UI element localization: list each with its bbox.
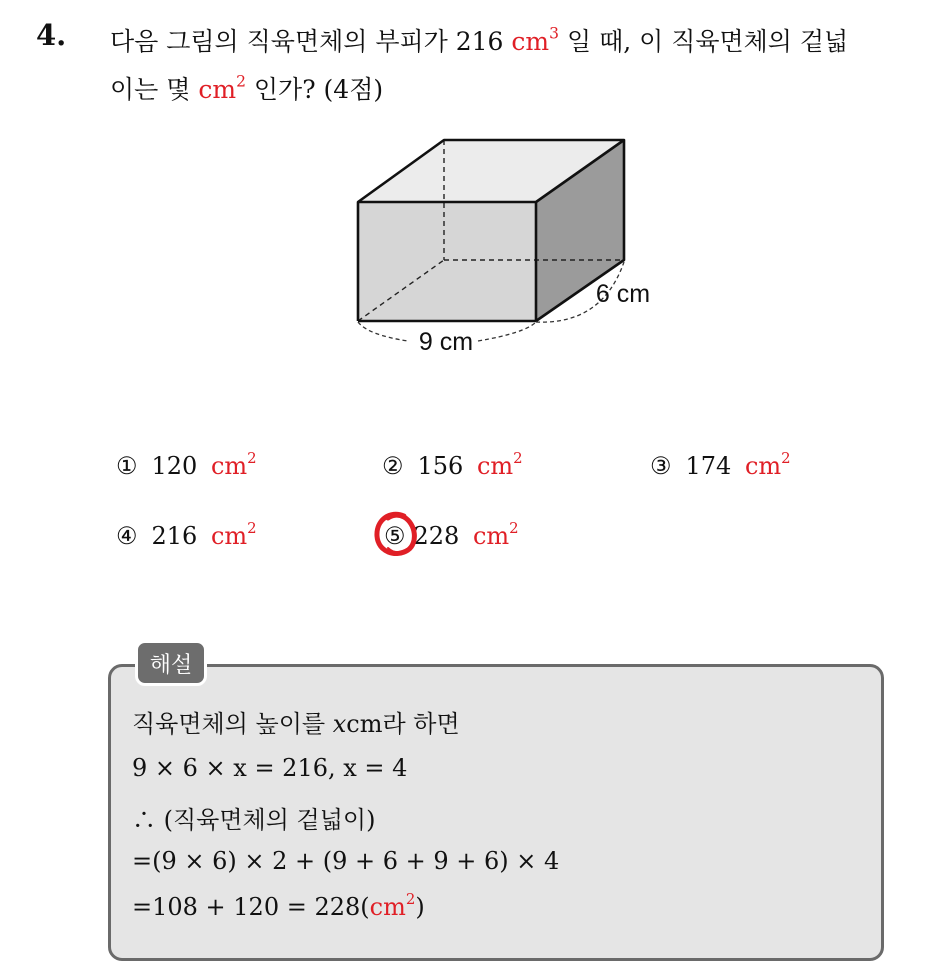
unit-area: $cm^2$: [369, 889, 416, 921]
solution-line-4: =(9 × 6) × 2 + (9 + 6 + 9 + 6) × 4: [132, 847, 560, 875]
question-text: 이는 몇: [110, 75, 191, 104]
choice-value: 228: [413, 522, 460, 550]
choice-2[interactable]: [382, 448, 523, 480]
choice-3[interactable]: [650, 448, 791, 480]
choice-4[interactable]: [116, 518, 257, 550]
choice-value: 156: [417, 452, 464, 480]
question-text-rest: 일 때, 이 직육면체의 겉넓: [566, 27, 849, 56]
choice-number: ①: [116, 452, 138, 480]
depth-label: 6 cm: [595, 280, 651, 308]
width-label: 9 cm: [418, 328, 474, 356]
unit-volume: $cm^3$: [511, 24, 560, 56]
choice-number: ④: [116, 522, 138, 550]
cuboid-front-face: [358, 202, 536, 321]
choice-number: ⑤: [384, 522, 406, 550]
unit-area: $cm^2$: [198, 72, 246, 104]
solution-line-3: ∴ (직육면체의 겉넓이): [132, 806, 376, 834]
choice-number: ③: [650, 452, 672, 480]
choice-unit: $cm^2$: [472, 518, 519, 550]
solution-tab: 해설: [135, 640, 207, 686]
question-text-rest: 인가? (4점): [253, 75, 384, 104]
choice-unit: $cm^2$: [476, 448, 523, 480]
answer-circle-mark: [370, 508, 422, 562]
choice-number: ②: [382, 452, 404, 480]
solution-line-1: 직육면체의 높이를 xcm라 하면: [132, 710, 460, 738]
cuboid-figure: [340, 125, 680, 365]
choice-unit: $cm^2$: [210, 518, 257, 550]
choice-1[interactable]: [116, 448, 257, 480]
choice-value: 216: [151, 522, 198, 550]
question-number: 4.: [36, 18, 67, 52]
choice-value: 120: [151, 452, 198, 480]
choice-unit: $cm^2$: [744, 448, 791, 480]
solution-line-5: $=108 + 120 = 228(cm^2)$: [132, 889, 425, 921]
choice-value: 174: [685, 452, 732, 480]
solution-variable: x: [332, 710, 347, 738]
choice-unit: $cm^2$: [210, 448, 257, 480]
solution-line-2: 9 × 6 × x = 216, x = 4: [132, 754, 408, 782]
question-line-2: [110, 70, 383, 106]
question-line-1: [110, 22, 848, 58]
question-text: 다음 그림의 직육면체의 부피가 216: [110, 27, 504, 56]
